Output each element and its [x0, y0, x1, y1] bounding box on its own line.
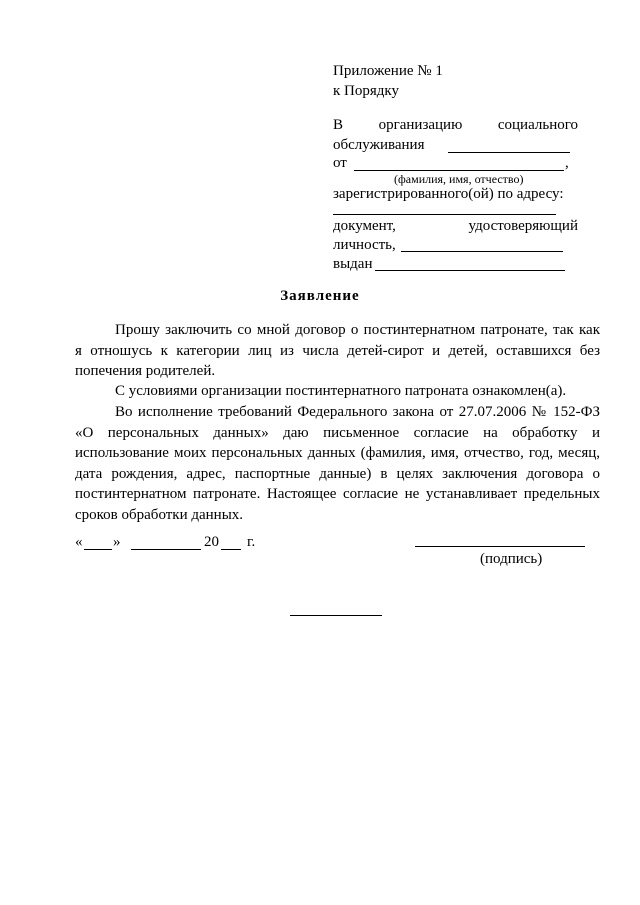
- paragraph-3-line-2: «О персональных данных» даю письменное согласие на обработку и: [75, 424, 600, 441]
- org-service-label: обслуживания: [333, 137, 425, 153]
- identity-label: личность,: [333, 237, 396, 253]
- paragraph-3-line-6: сроков обработки данных.: [75, 506, 244, 523]
- paragraph-3-line-1: Во исполнение требований Федерального закона от 27.07.2006 № 152-ФЗ: [115, 404, 600, 420]
- paragraph-2-line-1: С условиями организации постинтернатного патроната ознакомлен(а).: [115, 383, 567, 399]
- address-field[interactable]: [333, 214, 556, 215]
- paragraph-2: [75, 381, 600, 402]
- document-line: [333, 218, 578, 235]
- org-word-3: социального: [497, 117, 578, 133]
- document-title: Заявление: [280, 288, 360, 304]
- date-year-suffix: г.: [247, 534, 256, 550]
- registered-label: зарегистрированного(ой) по адресу:: [333, 186, 564, 202]
- issued-by-field[interactable]: [375, 270, 565, 271]
- paragraph-1-line-3: попечения родителей.: [75, 363, 216, 379]
- from-comma: ,: [565, 155, 569, 171]
- identity-document-field[interactable]: [401, 251, 563, 252]
- org-word-2: организацию: [378, 117, 463, 133]
- org-name-field[interactable]: [448, 152, 570, 153]
- signature-hint: (подпись): [480, 551, 543, 567]
- date-year-field[interactable]: [221, 549, 241, 550]
- addressee-org-line: [333, 117, 578, 134]
- date-day-field[interactable]: [84, 549, 112, 550]
- closing-divider: [290, 615, 382, 616]
- paragraph-1-line-1: Прошу заключить со мной договор о постинтернатном патронате, так как: [115, 322, 600, 338]
- date-year-prefix: 20: [204, 534, 219, 550]
- document-word-2: удостоверяющий: [468, 218, 578, 234]
- date-quote-open: «: [75, 534, 83, 550]
- paragraph-3-line-5: постинтернатном патронате. Настоящее согласие не устанавливает предельных: [75, 486, 600, 502]
- paragraph-1: [75, 320, 600, 382]
- order-reference: к Порядку: [333, 83, 399, 99]
- org-word-1: В: [333, 117, 344, 133]
- paragraph-1-line-2: я отношусь к категории лиц из числа детей-сирот и детей, оставшихся без: [75, 342, 600, 359]
- date-quote-close: »: [113, 534, 121, 550]
- paragraph-3-line-4: дата рождения, адрес, паспортные данные) в целях заключения договора о: [75, 465, 600, 482]
- name-hint: (фамилия, имя, отчество): [394, 172, 524, 186]
- signature-field[interactable]: [415, 546, 585, 547]
- document-word-1: документ,: [333, 218, 396, 234]
- appendix-label: Приложение № 1: [333, 63, 443, 79]
- date-month-field[interactable]: [131, 549, 201, 550]
- issued-label: выдан: [333, 256, 373, 272]
- paragraph-3-line-3: использование моих персональных данных (фамилия, имя, отчество, год, месяц,: [75, 445, 600, 461]
- from-label: от: [333, 155, 347, 171]
- applicant-name-field[interactable]: [354, 170, 564, 171]
- paragraph-3: [75, 402, 600, 525]
